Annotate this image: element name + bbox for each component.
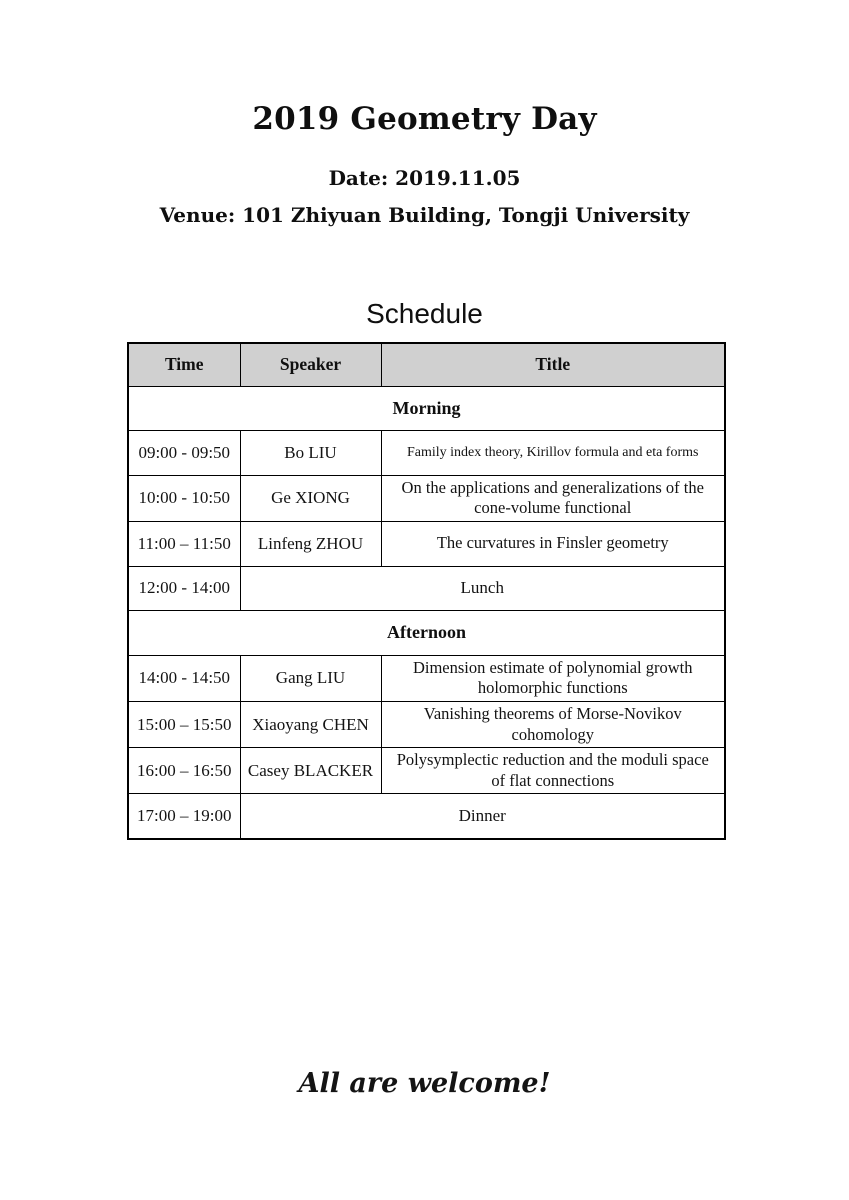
column-header-title: Title [381, 343, 725, 386]
title-cell: Vanishing theorems of Morse-Novikov cohomology [381, 701, 725, 747]
table-row [128, 475, 725, 521]
table-row [128, 431, 725, 476]
section-label: Afternoon [128, 611, 725, 656]
section-row-afternoon [128, 611, 725, 656]
event-venue: Venue: 101 Zhiyuan Building, Tongji University [159, 203, 690, 227]
time-cell: 11:00 – 11:50 [128, 521, 240, 566]
title-cell: Dimension estimate of polynomial growth holomorphic functions [381, 655, 725, 701]
speaker-cell: Casey BLACKER [240, 748, 381, 794]
table-row [128, 655, 725, 701]
time-cell: 15:00 – 15:50 [128, 701, 240, 747]
speaker-cell: Bo LIU [240, 431, 381, 476]
speaker-cell: Ge XIONG [240, 475, 381, 521]
section-row-morning [128, 386, 725, 431]
meal-label: Lunch [240, 566, 725, 611]
speaker-cell: Gang LIU [240, 655, 381, 701]
time-cell: 17:00 – 19:00 [128, 794, 240, 839]
schedule-table [127, 342, 726, 840]
title-cell: Polysymplectic reduction and the moduli space of flat connections [381, 748, 725, 794]
event-date: Date: 2019.11.05 [328, 166, 521, 190]
time-cell: 16:00 – 16:50 [128, 748, 240, 794]
time-cell: 14:00 - 14:50 [128, 655, 240, 701]
table-row [128, 521, 725, 566]
title-cell: The curvatures in Finsler geometry [381, 521, 725, 566]
table-row [128, 701, 725, 747]
speaker-cell: Xiaoyang CHEN [240, 701, 381, 747]
table-header-row [128, 343, 725, 386]
speaker-cell: Linfeng ZHOU [240, 521, 381, 566]
time-cell: 10:00 - 10:50 [128, 475, 240, 521]
meal-row-lunch [128, 566, 725, 611]
column-header-time: Time [128, 343, 240, 386]
meal-label: Dinner [240, 794, 725, 839]
event-title: 2019 Geometry Day [252, 101, 597, 137]
title-cell: On the applications and generalizations of the cone-volume functional [381, 475, 725, 521]
column-header-speaker: Speaker [240, 343, 381, 386]
title-cell: Family index theory, Kirillov formula and eta forms [381, 431, 725, 476]
schedule-heading: Schedule [366, 298, 483, 329]
section-label: Morning [128, 386, 725, 431]
table-row [128, 748, 725, 794]
meal-row-dinner [128, 794, 725, 839]
time-cell: 12:00 - 14:00 [128, 566, 240, 611]
welcome-note: All are welcome! [298, 1068, 551, 1099]
time-cell: 09:00 - 09:50 [128, 431, 240, 476]
